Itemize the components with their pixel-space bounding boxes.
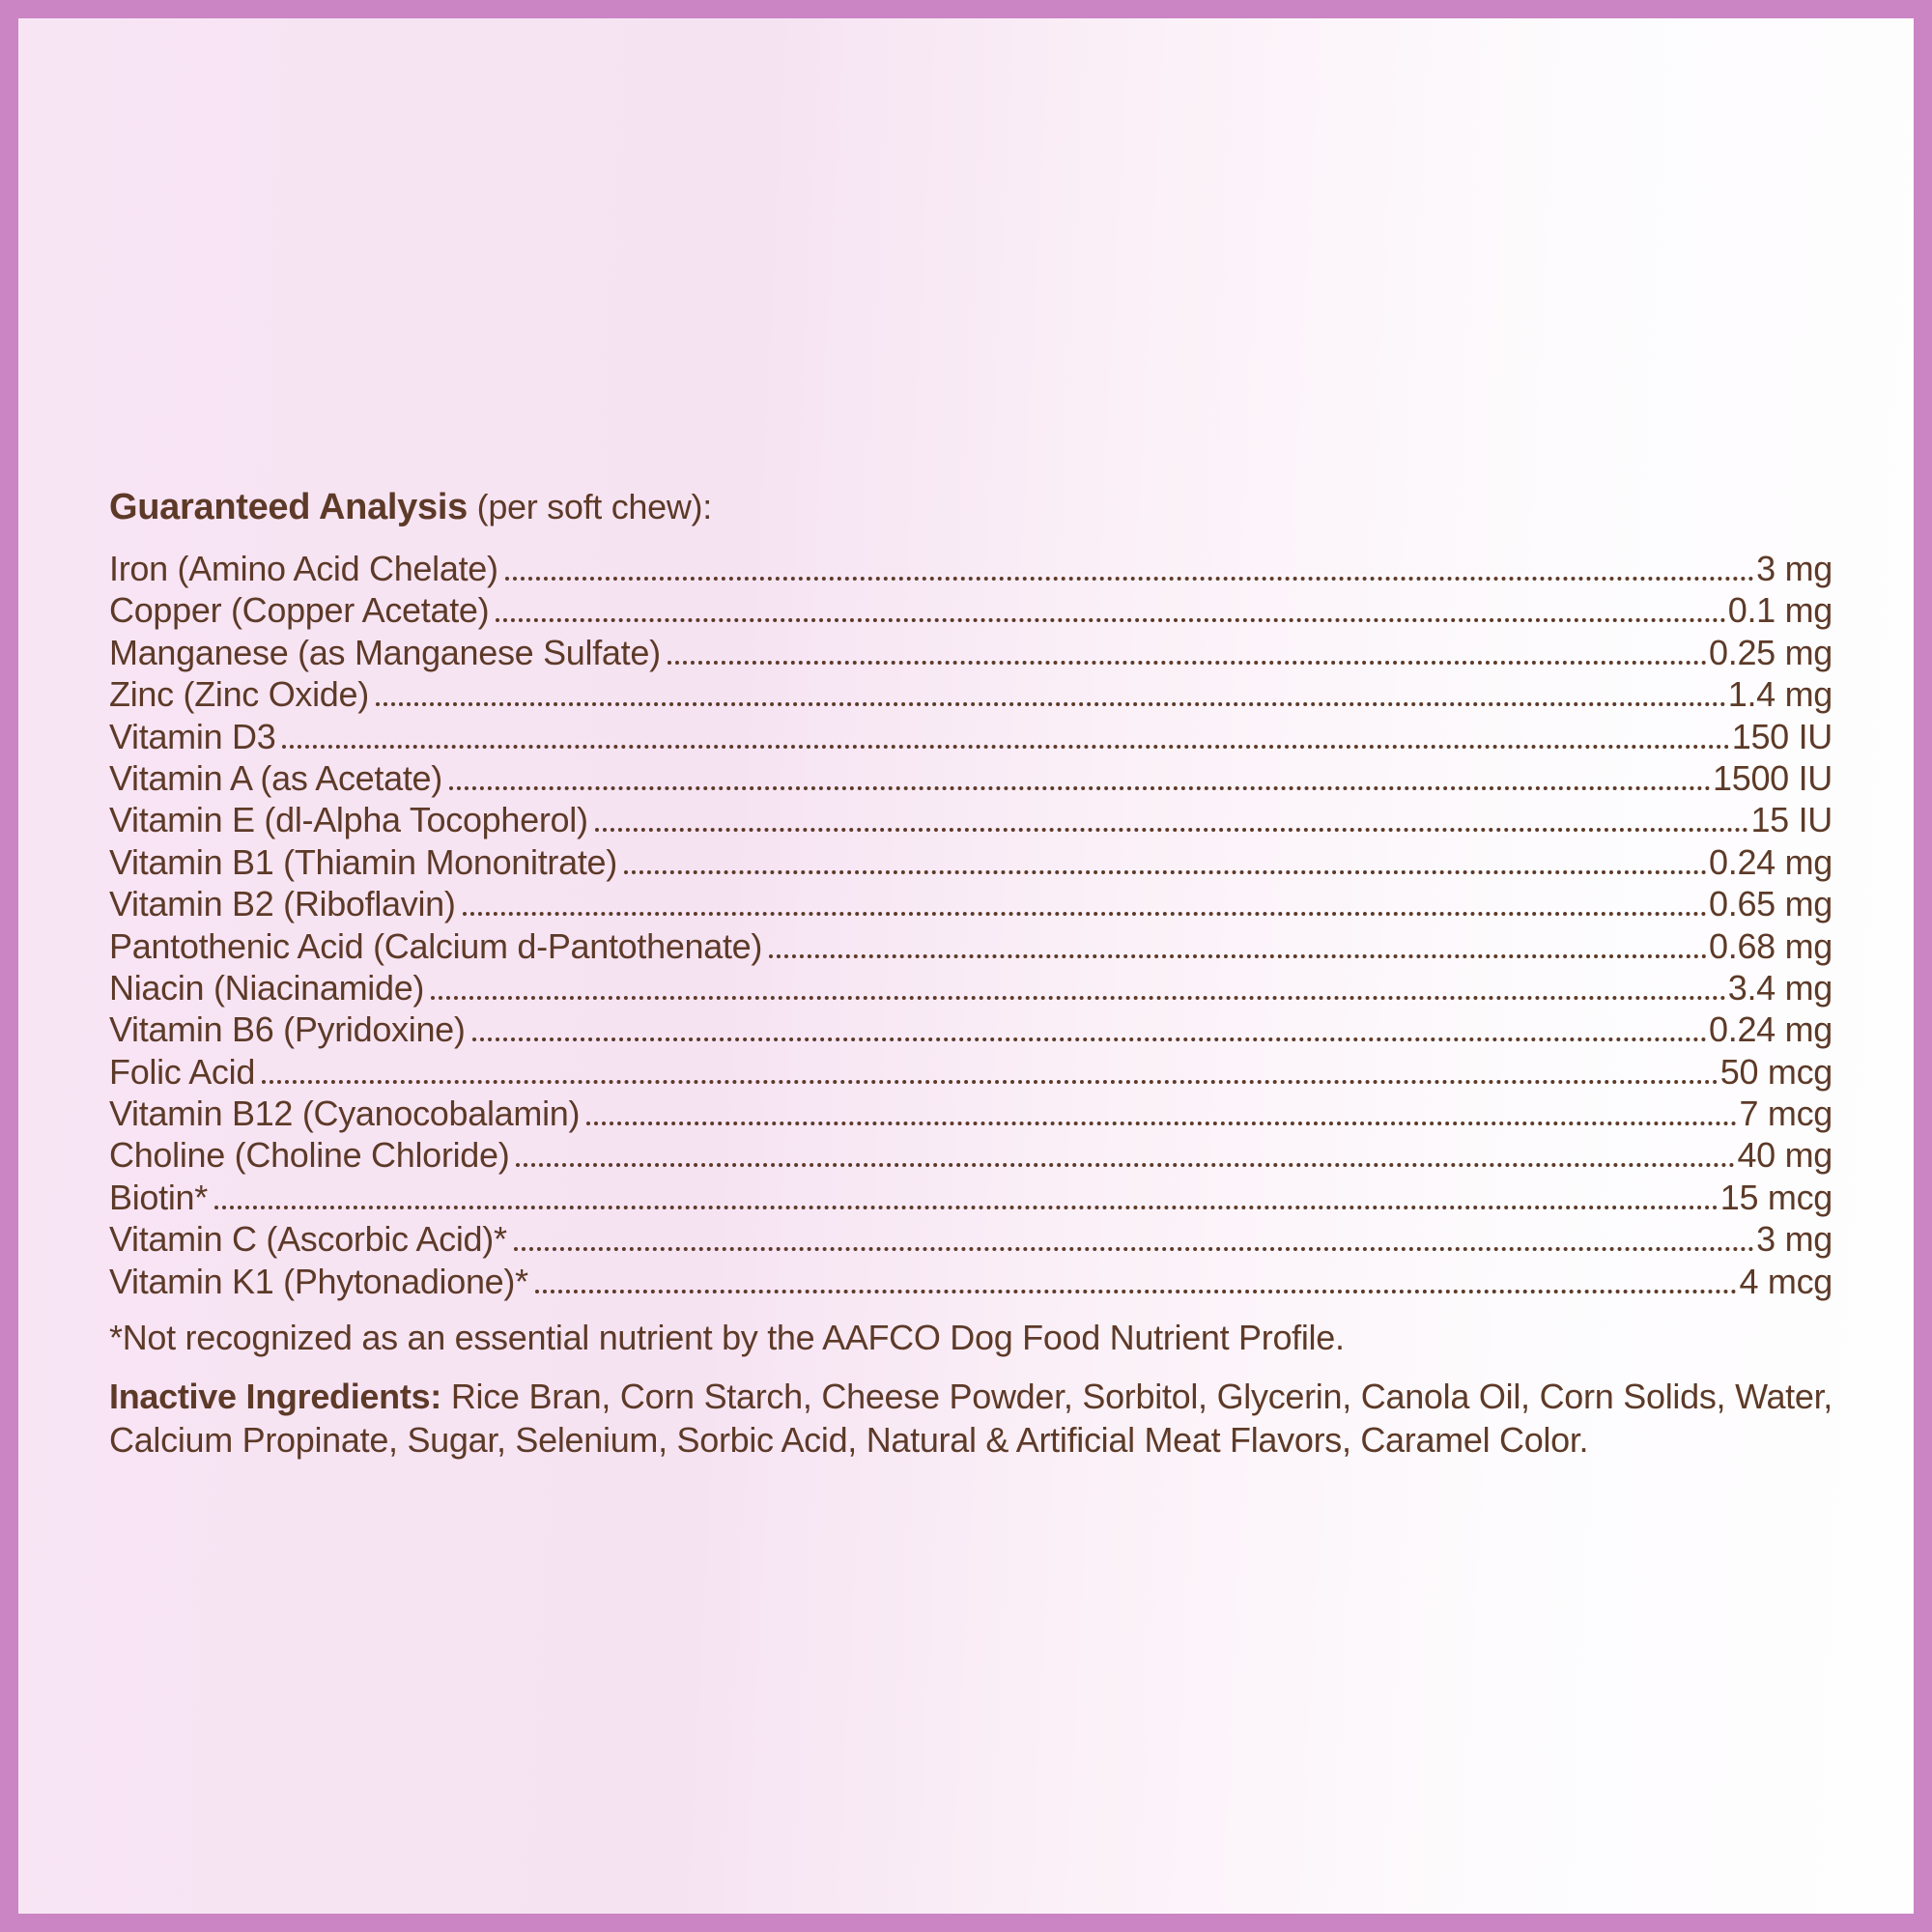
row-value: 3 mg	[1756, 1219, 1833, 1260]
nutrient-row	[109, 884, 1833, 925]
row-value: 1500 IU	[1713, 757, 1833, 798]
row-value: 0.65 mg	[1709, 884, 1833, 924]
row-label: Iron (Amino Acid Chelate)	[109, 549, 498, 588]
row-value: 7 mcg	[1739, 1094, 1833, 1134]
row-label: Pantothenic Acid (Calcium d-Pantothenate)	[109, 925, 763, 966]
dotted-leader	[282, 743, 1729, 749]
analysis-rows	[109, 549, 1833, 1303]
nutrient-row	[109, 549, 1833, 590]
row-value: 0.1 mg	[1727, 590, 1833, 631]
row-label: Vitamin C (Ascorbic Acid)*	[109, 1219, 507, 1260]
section-heading-title: Guaranteed Analysis	[109, 487, 468, 527]
row-value: 0.68 mg	[1709, 925, 1833, 966]
nutrient-row	[109, 590, 1833, 632]
nutrient-row	[109, 1052, 1833, 1094]
row-label: Biotin*	[109, 1177, 208, 1217]
row-value: 0.24 mg	[1709, 1009, 1833, 1050]
nutrient-row	[109, 968, 1833, 1009]
nutrient-row	[109, 800, 1833, 841]
row-label: Choline (Choline Chloride)	[109, 1135, 510, 1176]
row-value: 1.4 mg	[1727, 674, 1833, 715]
dotted-leader	[586, 1120, 1737, 1125]
row-value: 40 mg	[1737, 1135, 1833, 1176]
row-label: Vitamin B1 (Thiamin Mononitrate)	[109, 841, 617, 882]
dotted-leader	[516, 1161, 1735, 1167]
dotted-leader	[431, 994, 1726, 1000]
nutrient-row	[109, 926, 1833, 968]
dotted-leader	[668, 659, 1707, 665]
dotted-leader	[472, 1036, 1707, 1041]
row-value: 4 mcg	[1739, 1261, 1833, 1301]
nutrient-row	[109, 717, 1833, 758]
nutrient-row	[109, 1178, 1833, 1219]
nutrient-row	[109, 1219, 1833, 1261]
guaranteed-analysis-section	[109, 486, 1833, 1462]
row-value: 0.25 mg	[1709, 632, 1833, 672]
row-value: 3 mg	[1756, 549, 1833, 588]
label-background-panel	[18, 18, 1914, 1914]
nutrient-row	[109, 674, 1833, 716]
row-label: Copper (Copper Acetate)	[109, 590, 490, 631]
nutrient-row	[109, 1262, 1833, 1303]
dotted-leader	[535, 1288, 1738, 1293]
dotted-leader	[514, 1245, 1754, 1251]
dotted-leader	[496, 616, 1725, 622]
inactive-ingredients-label: Inactive Ingredients:	[109, 1377, 441, 1417]
row-value: 0.24 mg	[1709, 841, 1833, 882]
row-label: Vitamin D3	[109, 716, 276, 756]
row-value: 15 mcg	[1719, 1177, 1833, 1217]
dotted-leader	[769, 952, 1707, 958]
row-label: Folic Acid	[109, 1051, 256, 1092]
dotted-leader	[449, 784, 1711, 790]
row-label: Vitamin A (as Acetate)	[109, 757, 442, 798]
row-value: 15 IU	[1750, 800, 1833, 840]
dotted-leader	[505, 575, 1754, 581]
row-label: Zinc (Zinc Oxide)	[109, 674, 369, 715]
dotted-leader	[214, 1204, 1719, 1209]
nutrient-row	[109, 633, 1833, 674]
section-heading-suffix: (per soft chew):	[467, 487, 712, 526]
nutrient-row	[109, 758, 1833, 800]
nutrient-row	[109, 1009, 1833, 1051]
dotted-leader	[463, 910, 1707, 916]
dotted-leader	[376, 700, 1726, 706]
row-value: 3.4 mg	[1727, 967, 1833, 1008]
inactive-ingredients	[109, 1375, 1833, 1462]
row-label: Vitamin K1 (Phytonadione)*	[109, 1261, 528, 1301]
row-label: Vitamin B2 (Riboflavin)	[109, 884, 456, 924]
nutrient-row	[109, 1094, 1833, 1135]
row-label: Niacin (Niacinamide)	[109, 967, 425, 1008]
row-label: Vitamin B12 (Cyanocobalamin)	[109, 1094, 581, 1134]
row-label: Vitamin B6 (Pyridoxine)	[109, 1009, 466, 1050]
row-value: 150 IU	[1731, 716, 1833, 756]
inactive-ingredients-text: Rice Bran, Corn Starch, Cheese Powder, Sorbitol, Glycerin, Canola Oil, Corn Solids, Water, Calcium Propinate, Sugar, Selenium, Sorbic Acid, Natural & Artificial Meat Flavors, Caramel Color.	[109, 1377, 1833, 1461]
nutrient-row	[109, 842, 1833, 884]
dotted-leader	[624, 868, 1707, 874]
aafco-footnote: *Not recognized as an essential nutrient by the AAFCO Dog Food Nutrient Profile.	[109, 1318, 1345, 1358]
row-value: 50 mcg	[1719, 1051, 1833, 1092]
section-heading	[109, 486, 1833, 528]
dotted-leader	[595, 826, 1749, 832]
dotted-leader	[262, 1078, 1719, 1084]
row-label: Manganese (as Manganese Sulfate)	[109, 632, 661, 672]
row-label: Vitamin E (dl-Alpha Tocopherol)	[109, 800, 588, 840]
nutrient-row	[109, 1135, 1833, 1177]
